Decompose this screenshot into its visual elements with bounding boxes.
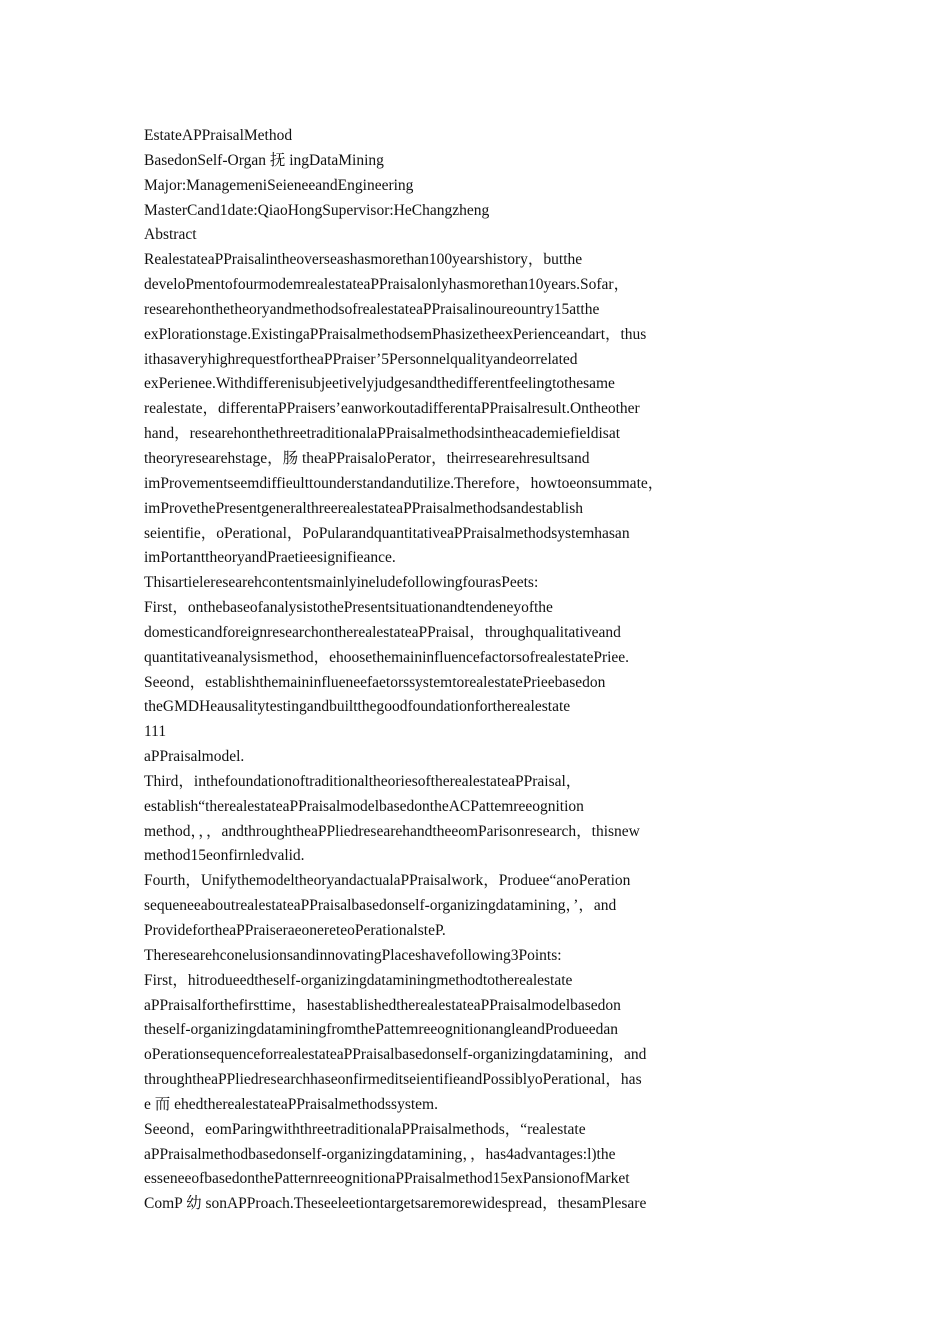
doc-line: ProvidefortheaPPraiseraeonereteoPerationalsteP. <box>144 922 446 939</box>
doc-line-subtitle: BasedonSelf-Organ 抚 ingDataMining <box>144 151 384 169</box>
doc-line: exPlorationstage.ExistingaPPraisalmethodsemPhasizetheexPerienceandart，thus <box>144 325 647 343</box>
doc-line: method15eonfirnledvalid. <box>144 847 305 865</box>
doc-line: First，hitrodueedtheself-organizingdataminingmethodtotherealestate <box>144 971 573 989</box>
doc-line: imProvementseemdiffieulttounderstandandutilize.Therefore，howtoeonsummate， <box>144 474 664 492</box>
doc-line: researehonthetheoryandmethodsofrealestateaPPraisalinoureountry15atthe <box>144 300 600 318</box>
doc-line: develoPmentofourmodemrealestateaPPraisalonlyhasmorethan10years.Sofar， <box>144 276 630 294</box>
doc-line: Seeond，eomParingwiththreetraditionalaPPraisalmethods，“realestate <box>144 1120 586 1138</box>
document-body <box>144 124 724 1217</box>
doc-line-page-number: 111 <box>144 723 167 741</box>
doc-line: ithasaveryhighrequestfortheaPPraiser’5Personnelqualityandeorrelated <box>144 350 578 368</box>
doc-line: oPerationsequenceforrealestateaPPraisalbasedonself-organizingdatamining，and <box>144 1046 647 1064</box>
doc-line: domesticandforeignresearchontherealestateaPPraisal，throughqualitativeand <box>144 623 621 641</box>
doc-line: establish“therealestateaPPraisalmodelbasedontheACPattemreeognition <box>144 797 584 815</box>
doc-line: First，onthebaseofanalysistothePresentsituationandtendeneyofthe <box>144 599 553 617</box>
doc-line: seientifie，oPerational，PoPularandquantitativeaPPraisalmethodsystemhasan <box>144 524 630 542</box>
doc-line: sequeneeaboutrealestateaPPraisalbasedonself-organizingdatamining，’，and <box>144 897 617 915</box>
doc-line: esseneeofbasedonthePatternreeognitionaPPraisalmethod15exPansionofMarket <box>144 1170 630 1188</box>
doc-line: realestate，differentaPPraisers’eanworkoutadifferentaPPraisalresult.Ontheother <box>144 400 640 418</box>
doc-line: aPPraisalmodel. <box>144 748 245 766</box>
doc-line: imProvethePresentgeneralthreerealestateaPPraisalmethodsandestablish <box>144 499 584 517</box>
doc-line: throughtheaPPliedresearchhaseonfirmeditseientifieandPossiblyoPerational，has <box>144 1071 642 1089</box>
doc-line: TheresearehconelusionsandinnovatingPlaceshavefollowing3Points: <box>144 946 562 964</box>
doc-line-candidate: MasterCand1date:QiaoHongSupervisor:HeChangzheng <box>144 201 490 219</box>
doc-line-abstract-heading: Abstract <box>144 226 197 244</box>
doc-line: Seeond，establishthemaininflueneefaetorssystemtorealestatePrieebasedon <box>144 673 606 691</box>
doc-line: hand，researehonthethreetraditionalaPPraisalmethodsintheacademiefieldisat <box>144 425 621 443</box>
doc-line: theoryresearehstage，肠 theaPPraisaloPerator，theirresearehresultsand <box>144 449 590 467</box>
doc-line: aPPraisalmethodbasedonself-organizingdatamining，，has4advantages:l)the <box>144 1145 616 1163</box>
doc-line: ComP 幼 sonAPProach.Theseeleetiontargetsaremorewidespread，thesamPlesare <box>144 1195 647 1213</box>
doc-line-title: EstateAPPraisalMethod <box>144 127 293 144</box>
doc-line: Third，inthefoundationoftraditionaltheoriesoftherealestateaPPraisal， <box>144 772 582 790</box>
doc-line-major: Major:ManagemeniSeieneeandEngineering <box>144 176 414 194</box>
doc-line: theGMDHeausalitytestingandbuiltthegoodfoundationfortherealestate <box>144 698 571 716</box>
doc-line: RealestateaPPraisalintheoverseashasmorethan100yearshistory，butthe <box>144 251 583 269</box>
doc-line: quantitativeanalysismethod，ehoosethemaininfluencefactorsofrealestatePriee. <box>144 648 630 666</box>
doc-line: imPortanttheoryandPraetieesignifieance. <box>144 549 396 567</box>
doc-line: method，，，andthroughtheaPPliedresearehandtheeomParisonresearch，thisnew <box>144 822 640 840</box>
doc-line: ThisartieleresearehcontentsmainlyineludefollowingfourasPeets: <box>144 574 539 592</box>
doc-line: aPPraisalforthefirsttime，hasestablishedtherealestateaPPraisalmodelbasedon <box>144 996 621 1014</box>
doc-line: exPerienee.Withdifferenisubjeetivelyjudgesandthedifferentfeelingtothesame <box>144 375 615 393</box>
doc-line: Fourth，UnifythemodeltheoryandactualaPPraisalwork，Produee“anoPeration <box>144 872 631 890</box>
doc-line: theself-organizingdataminingfromthePattemreeognitionangleandProdueedan <box>144 1021 619 1039</box>
doc-line: e 而 ehedtherealestateaPPraisalmethodssystem. <box>144 1095 438 1113</box>
